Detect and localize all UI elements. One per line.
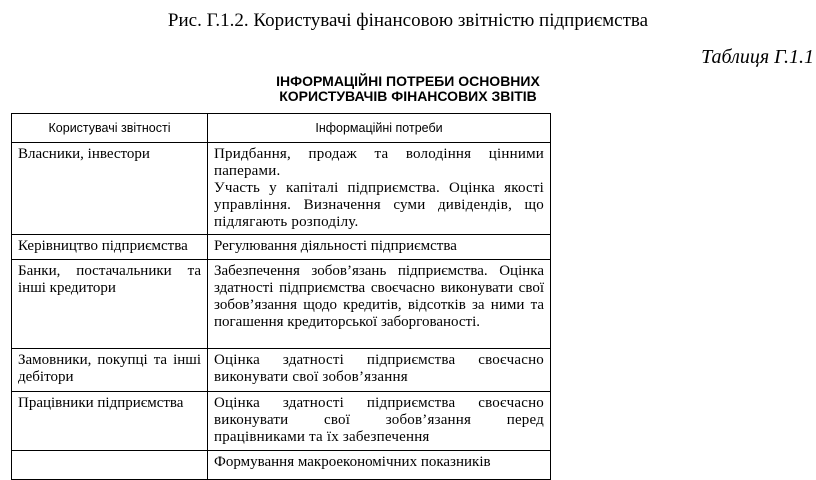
table-title [208, 74, 608, 104]
user-cell: Банки, постачальники та інші кредитори [12, 260, 208, 349]
needs-cell [208, 143, 551, 235]
table-header-row [12, 114, 551, 143]
figure-caption: Рис. Г.1.2. Користувачі фінансовою звітністю підприємства [167, 10, 649, 31]
information-needs-table [11, 113, 551, 480]
user-cell: Керівництво підприємства [12, 235, 208, 260]
table-row [12, 392, 551, 451]
needs-text: Придбання, продаж та володіння цінними паперами. [214, 146, 544, 179]
needs-cell [208, 349, 551, 392]
table-row [12, 451, 551, 480]
table-row [12, 143, 551, 235]
needs-text: Оцінка здатності підприємства своєчасно виконувати свої зобов’язання перед працівниками та їх забезпечення [214, 395, 544, 445]
user-cell: Замовники, покупці та інші дебітори [12, 349, 208, 392]
needs-cell [208, 392, 551, 451]
table-row [12, 349, 551, 392]
column-header-users: Користувачі звітності [12, 114, 208, 143]
user-cell: Власники, інвестори [12, 143, 208, 235]
user-cell: Працівники підприємства [12, 392, 208, 451]
needs-cell [208, 260, 551, 349]
table-title-line-1: ІНФОРМАЦІЙНІ ПОТРЕБИ ОСНОВНИХ [276, 73, 540, 89]
table-row [12, 235, 551, 260]
needs-text: Регулювання діяльності підприємства [214, 238, 457, 254]
needs-cell [208, 235, 551, 260]
table-title-line-2: КОРИСТУВАЧІВ ФІНАНСОВИХ ЗВІТІВ [279, 88, 537, 104]
column-header-needs: Інформаційні потреби [208, 114, 551, 143]
needs-text: Забезпечення зобов’язань підприємства. Оцінка здатності підприємства своєчасно виконувати свої зобов’язання щодо кредитів, відсотків за ними та погашення кредиторської заборгованості. [214, 263, 544, 330]
needs-text: Формування макроекономічних показників [214, 454, 491, 470]
table-label: Таблиця Г.1.1 [701, 46, 814, 68]
table-row [12, 260, 551, 349]
user-cell [12, 451, 208, 480]
needs-text: Оцінка здатності підприємства своєчасно виконувати свої зобов’язання [214, 352, 544, 385]
needs-cell [208, 451, 551, 480]
needs-text: Участь у капіталі підприємства. Оцінка якості управління. Визначення суми дивідендів, що підлягають розподілу. [214, 180, 544, 230]
